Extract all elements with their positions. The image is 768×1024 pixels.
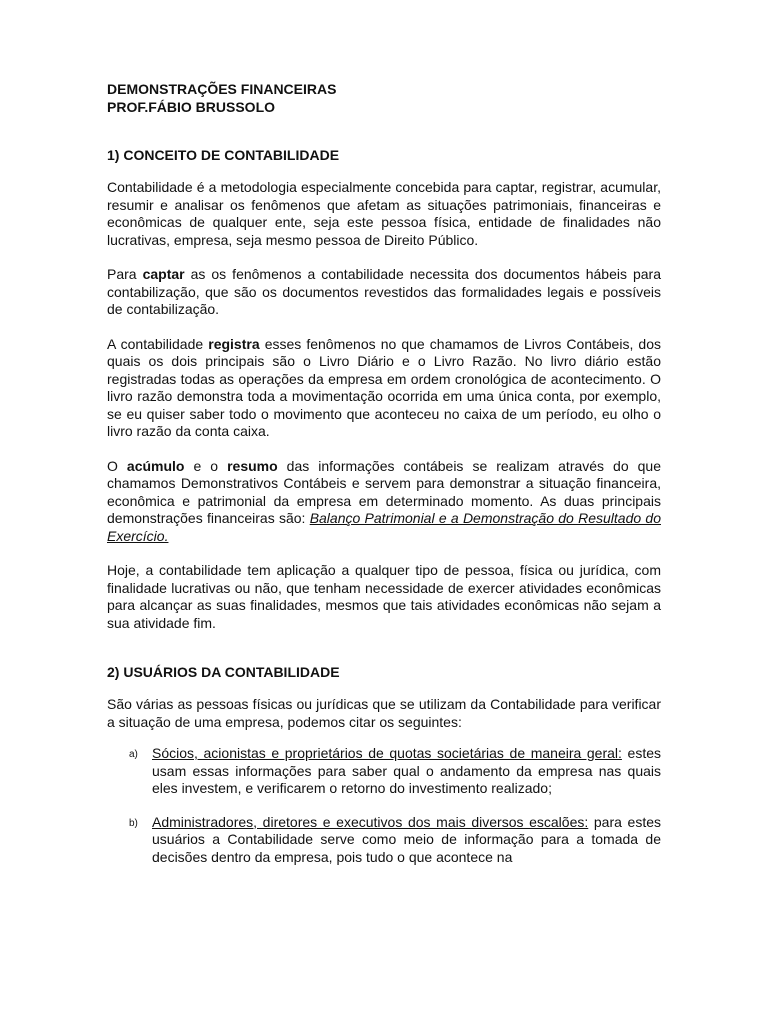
document-title: DEMONSTRAÇÕES FINANCEIRAS [107,81,337,97]
users-list [107,745,661,866]
section-2-intro: São várias as pessoas físicas ou jurídicas que se utilizam da Contabilidade para verificar a situação de uma empresa, podemos citar os seguintes: [107,696,661,730]
paragraph-text: e o [184,457,228,474]
list-item [107,745,661,798]
paragraph-text: A contabilidade [107,335,209,352]
list-item-lead: Administradores, diretores e executivos dos mais diversos escalões: [152,813,589,830]
section-1-paragraph-5: Hoje, a contabilidade tem aplicação a qualquer tipo de pessoa, física ou jurídica, com finalidade lucrativas ou não, que tenham necessidade de exercer atividades econômicas para alcançar as suas finalidades, mesmos que tais atividades econômicas não sejam a sua atividade fim. [107,562,661,631]
keyword-captar: captar [142,266,185,282]
section-2-heading: 2) USUÁRIOS DA CONTABILIDADE [107,664,340,680]
list-item-lead: Sócios, acionistas e proprietários de quotas societárias de maneira geral: [152,745,622,761]
section-1-paragraph-2 [107,266,661,319]
section-1-paragraph-3 [107,336,661,441]
paragraph-text: O [107,457,127,474]
section-1-heading: 1) CONCEITO DE CONTABILIDADE [107,147,340,163]
keyword-acumulo: acúmulo [126,457,185,474]
document-page [107,80,661,866]
list-marker: b) [129,817,138,829]
section-1-paragraph-1: Contabilidade é a metodologia especialmente concebida para captar, registrar, acumular, resumir e analisar os fenômenos que afetam as situações patrimoniais, financeiras e econômicas de qualquer ente, seja este pessoa física, entidade de finalidades não lucrativas, empresa, seja mesmo pessoa de Direito Público. [107,179,661,248]
list-item-text: estes usam essas informações para saber qual o andamento da empresa nas quais eles investem, e verificarem o retorno do investimento realizado; [152,745,661,796]
keyword-registra: registra [208,335,260,352]
list-item [107,814,661,867]
paragraph-text: esses fenômenos no que chamamos de Livros Contábeis, dos quais os dois principais são o Livro Diário e o Livro Razão. No livro diário estão registradas todas as operações da empresa em ordem cronológica de acontecimento. O livro razão demonstra toda a movimentação ocorrida em uma única conta, por exemplo, se eu quiser saber todo o movimento que aconteceu no caixa de um período, eu olho o livro razão da conta caixa. [107,335,662,439]
reference-text: Balanço Patrimonial e a Demonstração do Resultado do Exercício. [107,510,661,544]
keyword-resumo: resumo [227,457,278,474]
paragraph-text: as os fenômenos a contabilidade necessita dos documentos hábeis para contabilização, que são os documentos revestidos das formalidades legais e possíveis de contabilização. [107,266,661,317]
list-marker: a) [129,749,138,760]
document-author: PROF.FÁBIO BRUSSOLO [107,99,276,115]
section-1-paragraph-4 [107,458,661,546]
paragraph-text: das informações contábeis se realizam através do que chamamos Demonstrativos Contábeis e servem para demonstrar a situação financeira, econômica e patrimonial da empresa em determinado momento. As duas principais demonstrações financeiras são: [107,457,661,526]
paragraph-text: Para [107,266,143,282]
list-item-text: para estes usuários a Contabilidade serve como meio de informação para a tomada de decisões dentro da empresa, pois tudo o que acontece na [152,813,662,865]
